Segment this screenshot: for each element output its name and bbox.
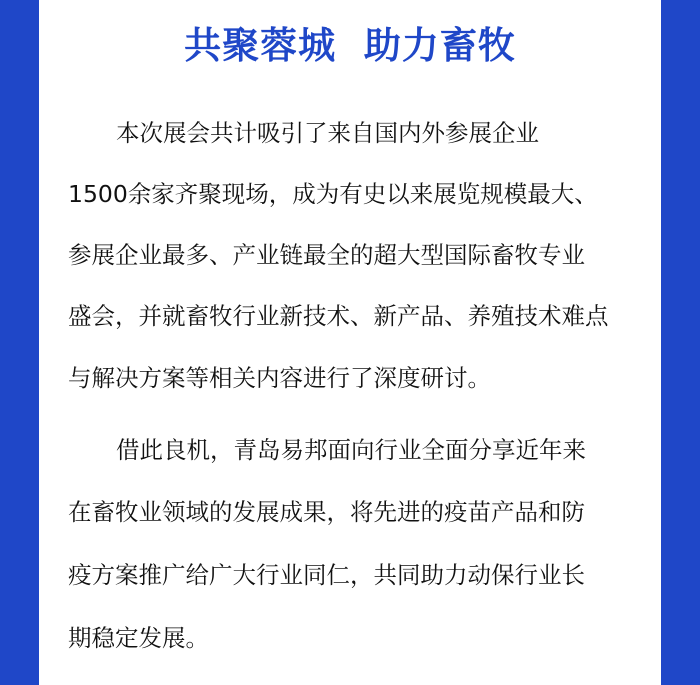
paragraph-1-line-5: 与解决方案等相关内容进行了深度研讨。 bbox=[68, 364, 491, 392]
left-border-bar bbox=[0, 0, 39, 685]
article-title: 共聚蓉城 助力畜牧 bbox=[184, 24, 516, 67]
paragraph-1-line-2: 1500余家齐聚现场，成为有史以来展览规模最大、 bbox=[68, 180, 598, 208]
paragraph-1-line-1: 本次展会共计吸引了来自国内外参展企业 bbox=[116, 119, 539, 147]
paragraph-1-line-3: 参展企业最多、产业链最全的超大型国际畜牧专业 bbox=[68, 241, 585, 269]
paragraph-2-line-4: 期稳定发展。 bbox=[68, 624, 209, 652]
article-body bbox=[39, 0, 661, 685]
paragraph-2-line-1: 借此良机，青岛易邦面向行业全面分享近年来 bbox=[116, 436, 586, 464]
paragraph-2-line-2: 在畜牧业领域的发展成果，将先进的疫苗产品和防 bbox=[68, 498, 585, 526]
paragraph-1-line-4: 盛会，并就畜牧行业新技术、新产品、养殖技术难点 bbox=[68, 302, 609, 330]
paragraph-2-line-3: 疫方案推广给广大行业同仁，共同助力动保行业长 bbox=[68, 561, 585, 589]
right-border-bar bbox=[661, 0, 700, 685]
